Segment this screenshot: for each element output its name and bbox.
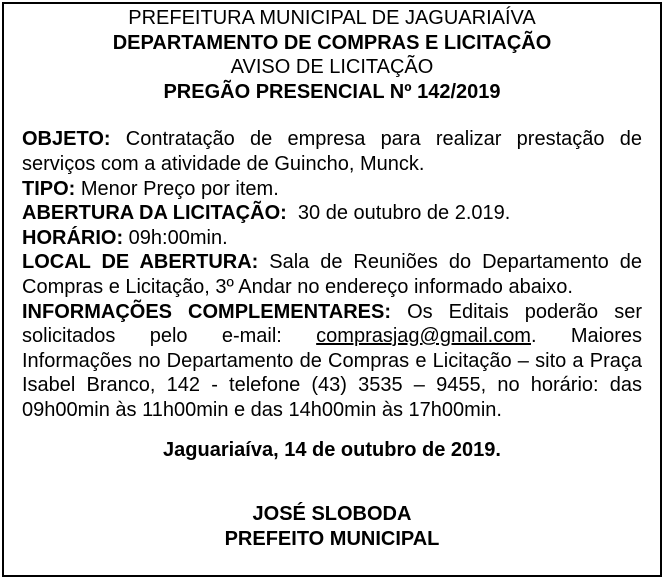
date-line: Jaguariaíva, 14 de outubro de 2019.	[163, 438, 501, 461]
objeto-label: OBJETO:	[22, 128, 111, 151]
spacer	[22, 104, 642, 127]
objeto-paragraph	[22, 127, 642, 176]
email-link[interactable]: comprasjag@gmail.com	[316, 325, 531, 348]
signature-name: JOSÉ SLOBODA	[252, 503, 412, 526]
notice-body	[22, 127, 642, 422]
local-label: LOCAL DE ABERTURA:	[22, 251, 259, 274]
informacoes-label: INFORMAÇÕES COMPLEMENTARES:	[22, 300, 392, 323]
abertura-label: ABERTURA DA LICITAÇÃO:	[22, 202, 287, 225]
notice-border-frame	[2, 2, 662, 577]
spacer	[22, 423, 642, 438]
auction-number-line: PREGÃO PRESENCIAL Nº 142/2019	[163, 80, 501, 103]
objeto-text: Contratação de empresa para realizar prestação de serviços com a atividade de Guincho, Munck.	[22, 128, 642, 175]
spacer	[22, 462, 642, 502]
informacoes-text-post: . Maiores Informações no Departamento de Compras e Licitação – sito a Praça Isabel Branco, 142 - telefone (43) 3535 – 9455, no horário: das 09h00min às 11h00min e das 14h00min às 17h00min.	[22, 325, 642, 421]
department-line: DEPARTAMENTO DE COMPRAS E LICITAÇÃO	[112, 31, 552, 54]
tipo-label: TIPO:	[22, 177, 76, 200]
tipo-paragraph	[22, 177, 642, 202]
tipo-text: Menor Preço por item.	[75, 177, 279, 200]
informacoes-paragraph	[22, 300, 642, 423]
notice-header	[22, 6, 642, 104]
horario-paragraph	[22, 226, 642, 251]
abertura-paragraph	[22, 201, 642, 226]
org-name-line: PREFEITURA MUNICIPAL DE JAGUARIAÍVA	[128, 7, 536, 29]
local-text: Sala de Reuniões do Departamento de Compras e Licitação, 3º Andar no endereço informado abaixo.	[22, 251, 642, 298]
abertura-text: 30 de outubro de 2.019.	[286, 202, 511, 225]
signature-block	[22, 502, 642, 551]
horario-text: 09h:00min.	[123, 226, 228, 249]
notice-type-line: AVISO DE LICITAÇÃO	[230, 56, 434, 79]
local-paragraph	[22, 250, 642, 299]
signature-title: PREFEITO MUNICIPAL	[224, 527, 440, 550]
informacoes-text-pre: Os Editais poderão ser solicitados pelo e-mail:	[22, 300, 642, 348]
horario-label: HORÁRIO:	[22, 226, 124, 249]
